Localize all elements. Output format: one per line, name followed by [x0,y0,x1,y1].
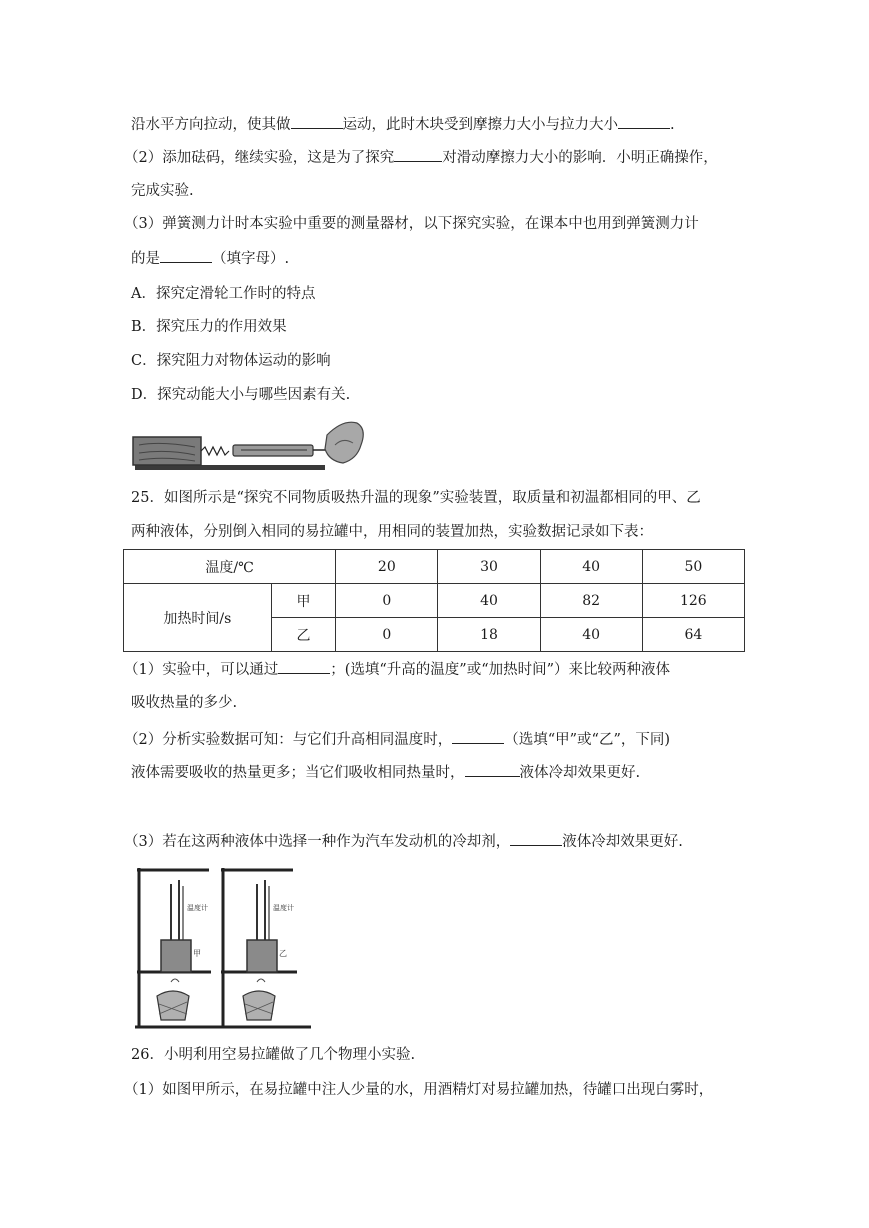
answer-blank[interactable] [452,729,504,744]
table-row [124,584,745,618]
table-header-heating-time: 加热时间/s [124,584,272,652]
q25-part2-line1 [124,729,670,750]
table-row-label: 乙 [271,618,335,652]
answer-blank[interactable] [510,831,562,846]
table-cell: 50 [642,550,744,584]
q25-p1a: （1）实验中，可以通过 [124,662,279,678]
q24-part3-line1: （3）弹簧测力计时本实验中重要的测量器材，以下探究实验，在课本中也用到弹簧测力计 [124,216,699,232]
table-row-label: 甲 [271,584,335,618]
q24-part2-line2: 完成实验. [131,183,194,199]
q25-part3-line1 [124,831,683,852]
q25-stem-line1: 25．如图所示是“探究不同物质吸热升温的现象”实验装置，取质量和初温都相同的甲、乙 [131,490,701,506]
q24-p2b: 对滑动摩擦力大小的影响．小明正确操作， [442,150,718,166]
answer-blank[interactable] [291,114,343,129]
q25-p3a: （3）若在这两种液体中选择一种作为汽车发动机的冷却剂， [124,834,511,850]
table-cell: 40 [540,618,642,652]
table-cell: 64 [642,618,744,652]
q24-p2a: （2）添加砝码，继续实验，这是为了探究 [124,150,395,166]
table-cell: 126 [642,584,744,618]
q24-part2-line1 [124,147,718,168]
table-cell: 0 [336,618,438,652]
answer-blank[interactable] [618,114,670,129]
friction-experiment-figure [131,415,367,475]
answer-blank[interactable] [278,659,330,674]
q24-p3c: （填字母）. [212,251,290,267]
table-cell: 82 [540,584,642,618]
table-header-temperature: 温度/℃ [124,550,336,584]
q25-part1-line2: 吸收热量的多少. [131,695,238,711]
q25-part1-line1 [124,659,670,680]
table-cell: 30 [438,550,540,584]
q26-stem: 26．小明利用空易拉罐做了几个物理小实验. [131,1047,416,1063]
q25-p2c: 液体需要吸收的热量更多；当它们吸收相同热量时， [131,765,465,781]
thermometer-label-yi: 温度计 [273,904,294,912]
heating-apparatus-figure [131,864,331,1032]
q24-p3b: 的是 [131,251,160,267]
q25-stem-line2: 两种液体，分别倒入相同的易拉罐中，用相同的装置加热，实验数据记录如下表： [131,524,653,540]
liquid-label-yi: 乙 [279,949,287,958]
table-cell: 18 [438,618,540,652]
answer-blank[interactable] [394,147,442,162]
q24-line1a: 沿水平方向拉动，使其做 [131,117,291,133]
table-row [124,550,745,584]
q25-p3b: 液体冷却效果更好. [562,834,683,850]
q25-p2d: 液体冷却效果更好. [519,765,641,781]
table-cell: 40 [540,550,642,584]
option-b: B．探究压力的作用效果 [131,319,287,335]
answer-blank[interactable] [465,762,520,777]
answer-blank[interactable] [160,248,212,263]
table-cell: 0 [336,584,438,618]
q25-p2a: （2）分析实验数据可知：与它们升高相同温度时， [124,732,453,748]
table-cell: 20 [336,550,438,584]
q24-line1b: 运动，此时木块受到摩擦力大小与拉力大小 [342,117,618,133]
option-c: C．探究阻力对物体运动的影响 [131,353,331,369]
apparatus-yi [219,868,311,1027]
apparatus-jia [135,868,219,1027]
q25-p1b: ；(选填“升高的温度”或“加热时间”）来比较两种液体 [330,662,671,678]
q25-part2-line2 [131,762,640,783]
option-a: A．探究定滑轮工作时的特点 [131,286,316,302]
q24-line1c: . [670,117,675,133]
thermometer-label-jia: 温度计 [187,904,208,912]
table-cell: 40 [438,584,540,618]
option-d: D．探究动能大小与哪些因素有关. [131,387,351,403]
q24-line-1 [131,114,675,135]
data-table [123,549,745,652]
q26-part1: （1）如图甲所示，在易拉罐中注人少量的水，用酒精灯对易拉罐加热，待罐口出现白雾时， [124,1082,714,1098]
q24-part3-line2 [131,248,289,269]
liquid-label-jia: 甲 [193,949,201,958]
q25-p2b: （选填“甲”或“乙”，下同) [504,732,671,748]
